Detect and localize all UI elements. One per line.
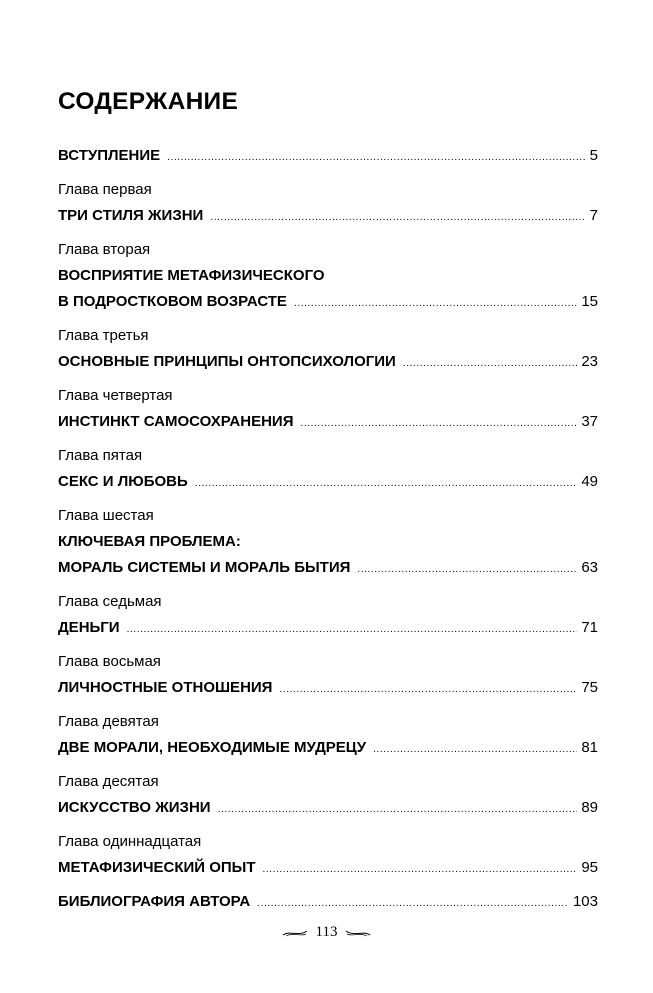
page-ref: 5 <box>589 147 598 164</box>
chapter-label: Глава первая <box>58 181 152 198</box>
toc-entry <box>58 506 598 578</box>
page-footer <box>0 924 653 941</box>
dot-leader <box>300 414 577 434</box>
dot-leader <box>263 860 578 880</box>
dot-leader <box>218 800 578 820</box>
toc-line <box>58 558 598 578</box>
dot-leader <box>257 894 569 914</box>
toc-line <box>58 618 598 638</box>
swash-ornament-right-icon <box>345 928 371 938</box>
toc-entry <box>58 592 598 638</box>
page-ref: 15 <box>581 293 598 310</box>
toc-line <box>58 412 598 432</box>
toc-line <box>58 858 598 878</box>
dot-leader <box>373 740 577 760</box>
toc-entry <box>58 326 598 372</box>
toc-list <box>58 146 598 926</box>
chapter-title: ЛИЧНОСТНЫЕ ОТНОШЕНИЯ <box>58 679 273 696</box>
chapter-title: ТРИ СТИЛЯ ЖИЗНИ <box>58 207 204 224</box>
toc-entry <box>58 832 598 878</box>
chapter-title: МОРАЛЬ СИСТЕМЫ И МОРАЛЬ БЫТИЯ <box>58 559 351 576</box>
page-ref: 95 <box>581 859 598 876</box>
page-ref: 71 <box>581 619 598 636</box>
dot-leader <box>357 560 577 580</box>
dot-leader <box>294 294 577 314</box>
chapter-label: Глава десятая <box>58 773 159 790</box>
chapter-title: БИБЛИОГРАФИЯ АВТОРА <box>58 893 251 910</box>
toc-line <box>58 678 598 698</box>
page-ref: 103 <box>572 893 598 910</box>
dot-leader <box>210 208 585 228</box>
toc-entry <box>58 712 598 758</box>
chapter-label: Глава восьмая <box>58 653 161 670</box>
toc-entry <box>58 652 598 698</box>
chapter-title-line: КЛЮЧЕВАЯ ПРОБЛЕМА: <box>58 533 241 550</box>
page-ref: 89 <box>581 799 598 816</box>
chapter-title: ДЕНЬГИ <box>58 619 120 636</box>
page-title: СОДЕРЖАНИЕ <box>58 88 239 115</box>
chapter-title: ИСКУССТВО ЖИЗНИ <box>58 799 211 816</box>
chapter-label: Глава третья <box>58 327 149 344</box>
toc-line <box>58 206 598 226</box>
page-ref: 81 <box>581 739 598 756</box>
toc-entry <box>58 892 598 912</box>
chapter-title: ИНСТИНКТ САМОСОХРАНЕНИЯ <box>58 413 294 430</box>
toc-entry <box>58 386 598 432</box>
page-ref: 23 <box>581 353 598 370</box>
toc-entry <box>58 772 598 818</box>
dot-leader <box>403 354 577 374</box>
chapter-title: МЕТАФИЗИЧЕСКИЙ ОПЫТ <box>58 859 256 876</box>
toc-entry <box>58 180 598 226</box>
toc-entry <box>58 146 598 166</box>
chapter-title: СЕКС И ЛЮБОВЬ <box>58 473 188 490</box>
chapter-label: Глава седьмая <box>58 593 162 610</box>
chapter-label: Глава пятая <box>58 447 143 464</box>
toc-line <box>58 472 598 492</box>
dot-leader <box>127 620 578 640</box>
chapter-label: Глава вторая <box>58 241 151 258</box>
chapter-label: Глава одиннадцатая <box>58 833 202 850</box>
page-ref: 49 <box>581 473 598 490</box>
toc-line <box>58 892 598 912</box>
swash-ornament-left-icon <box>282 928 308 938</box>
toc-line <box>58 352 598 372</box>
dot-leader <box>279 680 577 700</box>
chapter-label: Глава четвертая <box>58 387 173 404</box>
dot-leader <box>195 474 578 494</box>
chapter-title: В ПОДРОСТКОВОМ ВОЗРАСТЕ <box>58 293 287 310</box>
chapter-label: Глава шестая <box>58 507 154 524</box>
page-ref: 75 <box>581 679 598 696</box>
chapter-title: ДВЕ МОРАЛИ, НЕОБХОДИМЫЕ МУДРЕЦУ <box>58 739 367 756</box>
dot-leader <box>167 148 586 168</box>
toc-entry <box>58 240 598 312</box>
chapter-label: Глава девятая <box>58 713 159 730</box>
page-number: 113 <box>315 924 338 940</box>
chapter-title: ВСТУПЛЕНИЕ <box>58 147 161 164</box>
page-ref: 37 <box>581 413 598 430</box>
page-ref: 7 <box>589 207 598 224</box>
toc-line <box>58 798 598 818</box>
toc-line <box>58 738 598 758</box>
toc-line <box>58 146 598 166</box>
chapter-title-line: ВОСПРИЯТИЕ МЕТАФИЗИЧЕСКОГО <box>58 267 325 284</box>
page-ref: 63 <box>581 559 598 576</box>
toc-line <box>58 292 598 312</box>
toc-entry <box>58 446 598 492</box>
chapter-title: ОСНОВНЫЕ ПРИНЦИПЫ ОНТОПСИХОЛОГИИ <box>58 353 396 370</box>
